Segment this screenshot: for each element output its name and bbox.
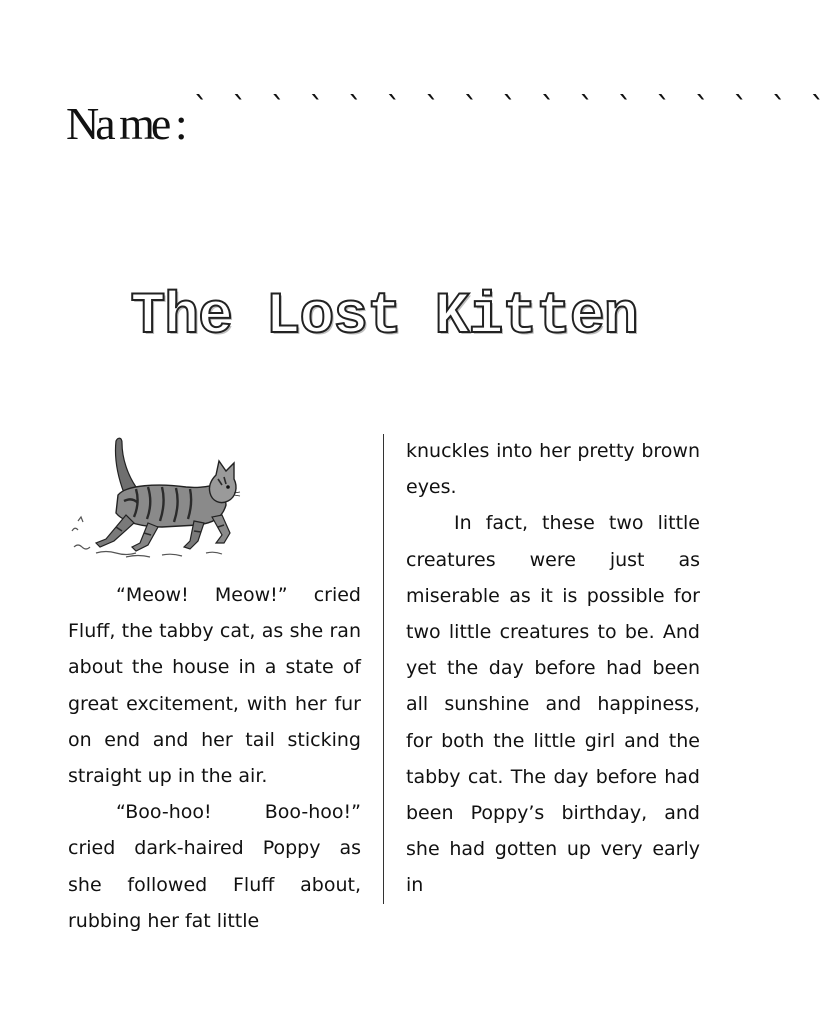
right-text-column [406,433,700,904]
kitten-illustration-icon [66,433,242,577]
left-paragraph-1: “Meow! Meow!” cried Fluff, the tabby cat, as she ran about the house in a state of great excitement, with her fur on end and her tail sticking straight up in the air. [68,584,361,788]
name-label: Na me : [66,98,184,149]
story-title: The Lost Kitten [130,285,638,350]
right-paragraph-1: knuckles into her pretty brown eyes. [406,440,700,499]
left-text-column [68,433,361,939]
column-divider [383,434,384,904]
name-blank-line: ` ` ` ` ` ` ` ` ` ` ` ` ` ` ` ` ` [193,91,832,126]
right-paragraph-2: In fact, these two little creatures were just as miserable as it is possible for two little creatures to be. And yet the day before had been all sunshine and happiness, for both the little girl and the tabby cat. The day before had been Poppy’s birthday, and she had gotten up very early in [406,512,700,897]
name-line [66,91,832,156]
left-paragraph-2: “Boo-hoo! Boo-hoo!” cried dark-haired Poppy as she followed Fluff about, rubbing her fat little [68,801,361,932]
